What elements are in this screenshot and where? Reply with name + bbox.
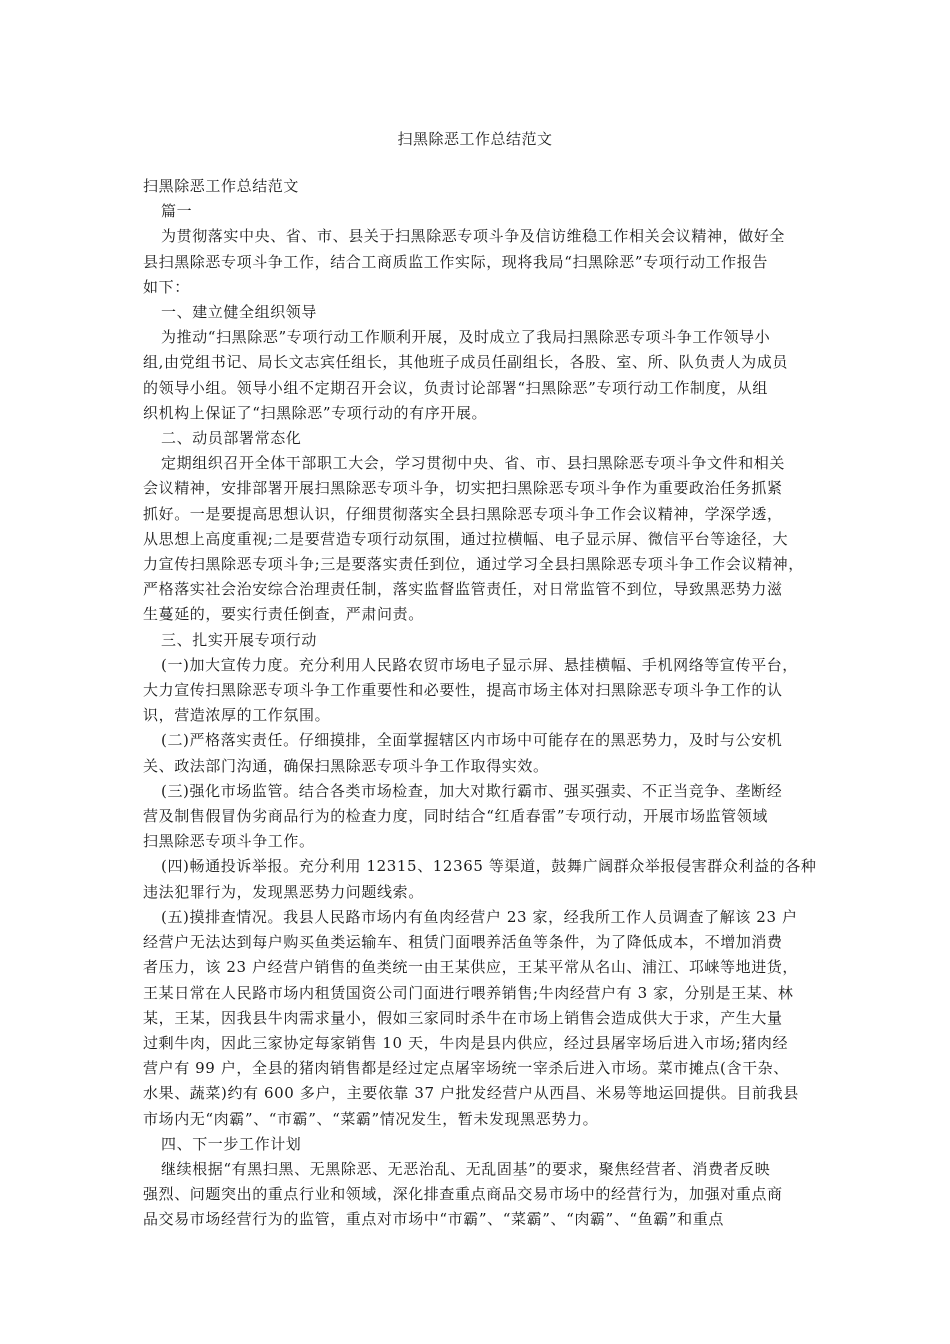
text-line: 继续根据“有黑扫黑、无黑除恶、无恶治乱、无乱固基”的要求，聚焦经营者、消费者反映 [161, 1159, 771, 1178]
text-line: 大力宣传扫黑除恶专项斗争工作重要性和必要性，提高市场主体对扫黑除恶专项斗争工作的认 [143, 681, 783, 700]
text-line: 为贯彻落实中央、省、市、县关于扫黑除恶专项斗争及信访维稳工作相关会议精神，做好全 [161, 227, 786, 246]
text-line: 强烈、问题突出的重点行业和领域，深化排查重点商品交易市场中的经营行为，加强对重点商 [143, 1185, 783, 1204]
text-line: 识，营造浓厚的工作氛围。 [143, 706, 331, 725]
text-line: 的领导小组。领导小组不定期召开会议，负责讨论部署“扫黑除恶”专项行动工作制度，从组 [143, 378, 768, 397]
section-heading: 二、动员部署常态化 [161, 429, 302, 448]
section-heading: 三、扎实开展专项行动 [161, 630, 318, 649]
text-line: 市场内无“肉霸”、“市霸”、“菜霸”情况发生，暂未发现黑恶势力。 [143, 1109, 599, 1128]
text-line: 违法犯罪行为，发现黑恶势力问题线索。 [143, 882, 424, 901]
text-line: 县扫黑除恶专项斗争工作，结合工商质监工作实际，现将我局“扫黑除恶”专项行动工作报告 [143, 252, 768, 271]
text-line: 为推动“扫黑除恶”专项行动工作顺利开展，及时成立了我局扫黑除恶专项斗争工作领导小 [161, 328, 771, 347]
text-line: 扫黑除恶专项斗争工作。 [143, 832, 315, 851]
text-line: 营户有 99 户，全县的猪肉销售都是经过定点屠宰场统一宰杀后进入市场。菜市摊点(含干杂、 [143, 1059, 789, 1078]
document-title: 扫黑除恶工作总结范文 [397, 130, 553, 148]
text-line: (二)严格落实责任。仔细摸排，全面掌握辖区内市场中可能存在的黑恶势力，及时与公安机 [161, 731, 783, 750]
text-line: (五)摸排查情况。我县人民路市场内有鱼肉经营户 23 家，经我所工作人员调查了解该 23 户 [161, 907, 798, 926]
text-line: 会议精神，安排部署开展扫黑除恶专项斗争，切实把扫黑除恶专项斗争作为重要政治任务抓紧 [143, 479, 783, 498]
text-line: 生蔓延的，要实行责任倒查，严肃问责。 [143, 605, 424, 624]
text-line: 营及制售假冒伪劣商品行为的检查力度，同时结合“红盾春雷”专项行动，开展市场监管领域 [143, 807, 768, 826]
document-body [143, 174, 817, 1233]
text-line: 关、政法部门沟通，确保扫黑除恶专项斗争工作取得实效。 [143, 756, 549, 775]
text-line: 抓好。一是要提高思想认识，仔细贯彻落实全县扫黑除恶专项斗争工作会议精神，学深学透， [143, 504, 783, 523]
text-line: 力宣传扫黑除恶专项斗争;三是要落实责任到位，通过学习全县扫黑除恶专项斗争工作会议精神， [143, 555, 804, 574]
text-line: 品交易市场经营行为的监管，重点对市场中“市霸”、“菜霸”、“肉霸”、“鱼霸”和重点 [143, 1210, 724, 1229]
text-line: 王某日常在人民路市场内租赁国资公司门面进行喂养销售;牛肉经营户有 3 家，分别是王某、林 [143, 983, 794, 1002]
text-line: 过剩牛肉，因此三家协定每家销售 10 天，牛肉是县内供应，经过县屠宰场后进入市场;猪肉经 [143, 1033, 789, 1052]
section-heading: 一、建立健全组织领导 [161, 303, 318, 322]
text-line: 扫黑除恶工作总结范文 [143, 177, 300, 195]
text-line: 从思想上高度重视;二是要营造专项行动氛围，通过拉横幅、电子显示屏、微信平台等途径，大 [143, 529, 789, 548]
section-heading: 四、下一步工作计划 [161, 1134, 302, 1153]
text-line: 织机构上保证了“扫黑除恶”专项行动的有序开展。 [143, 403, 488, 422]
text-line: 组,由党组书记、局长文志宾任组长，其他班子成员任副组长，各股、室、所、队负责人为成员 [143, 353, 788, 372]
text-line: 经营户无法达到每户购买鱼类运输车、租赁门面喂养活鱼等条件，为了降低成本，不增加消费 [143, 933, 783, 952]
text-line: (一)加大宣传力度。充分利用人民路农贸市场电子显示屏、悬挂横幅、手机网络等宣传平台， [161, 655, 798, 674]
text-line: 定期组织召开全体干部职工大会，学习贯彻中央、省、市、县扫黑除恶专项斗争文件和相关 [161, 454, 786, 473]
text-line: 某，王某，因我县牛肉需求量小，假如三家同时杀牛在市场上销售会造成供大于求，产生大量 [143, 1008, 783, 1027]
text-line: 水果、蔬菜)约有 600 多户，主要依靠 37 户批发经营户从西昌、米易等地运回提供。目前我县 [143, 1084, 799, 1103]
text-line: 篇一 [161, 202, 193, 221]
text-line: 如下： [143, 277, 190, 296]
text-line: (四)畅通投诉举报。充分利用 12315、12365 等渠道，鼓舞广阔群众举报侵害群众利益的各种 [161, 857, 817, 876]
text-line: 者压力，该 23 户经营户销售的鱼类统一由王某供应，王某平常从名山、浦江、邛崃等地进货， [143, 958, 799, 977]
text-line: (三)强化市场监管。结合各类市场检查，加大对欺行霸市、强买强卖、不正当竞争、垄断经 [161, 781, 783, 800]
text-line: 严格落实社会治安综合治理责任制，落实监督监管责任，对日常监管不到位，导致黑恶势力滋 [143, 580, 783, 599]
